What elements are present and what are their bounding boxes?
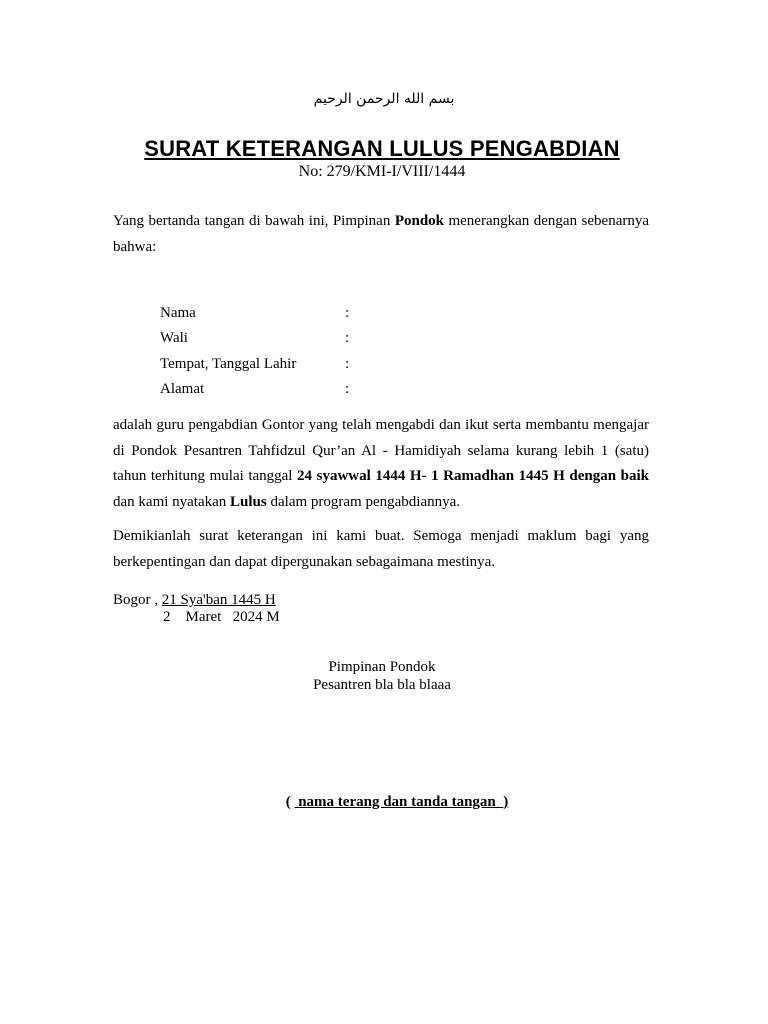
basmalah-heading: بسم الله الرحمن الرحيم (313, 91, 455, 107)
status-lulus: Lulus (230, 493, 267, 510)
intro-text-after: menerangkan dengan sebenarnya bahwa: (113, 213, 649, 255)
intro-text-before: Yang bertanda tangan di bawah ini, Pimpinan (113, 213, 395, 229)
field-row-nama (160, 301, 460, 326)
field-label: Tempat, Tanggal Lahir (160, 355, 297, 372)
identity-fields (160, 301, 460, 402)
date-hijri-line (113, 592, 276, 609)
field-colon: : (345, 355, 350, 372)
letter-number: No: 279/KMI-I/VIII/1444 (298, 163, 466, 180)
intro-text-bold: Pondok (394, 213, 445, 229)
field-label: Wali (160, 330, 188, 347)
body-paragraph (113, 413, 649, 515)
signatory-block (0, 658, 764, 694)
field-colon: : (345, 330, 350, 347)
signature-name-line (0, 794, 768, 811)
field-colon: : (345, 305, 350, 321)
signature-name: nama terang dan tanda tangan (294, 794, 504, 810)
signature-close-paren: ) (503, 794, 509, 810)
closing-paragraph: Demikianlah surat keterangan ini kami buat. Semoga menjadi maklum bagi yang berkepentingan dan dapat dipergunakan sebagaimana mestinya. (113, 528, 649, 570)
service-period: 24 syawwal 1444 H- 1 Ramadhan 1445 H dengan baik (297, 468, 649, 484)
field-colon: : (345, 380, 350, 397)
signatory-line1: Pimpinan Pondok (328, 659, 436, 675)
date-hijri: 21 Sya'ban 1445 H (161, 592, 276, 608)
field-label: Alamat (160, 380, 205, 397)
field-row-wali (160, 326, 460, 351)
date-place: Bogor , (113, 592, 162, 608)
field-label: Nama (160, 305, 196, 321)
date-masehi: 2 Maret 2024 M (163, 609, 280, 625)
body-text-1: adalah guru pengabdian Gontor yang telah mengabdi dan ikut serta membantu mengajar di Pondok Pesantren Tahfidzul Qur’an Al - Hamidiyah selama kurang lebih 1 (satu) tahun terhitung mulai tanggal (113, 417, 649, 484)
field-row-ttl (160, 352, 460, 377)
signature-open-paren: ( (285, 794, 295, 810)
body-text-2: dan kami nyatakan (113, 493, 231, 510)
letter-title: SURAT KETERANGAN LULUS PENGABDIAN (144, 136, 620, 161)
signatory-line2: Pesantren bla bla blaaa (313, 677, 451, 693)
field-row-alamat (160, 377, 460, 402)
intro-paragraph (113, 209, 649, 260)
body-text-3: dalam program pengabdiannya. (266, 493, 461, 510)
